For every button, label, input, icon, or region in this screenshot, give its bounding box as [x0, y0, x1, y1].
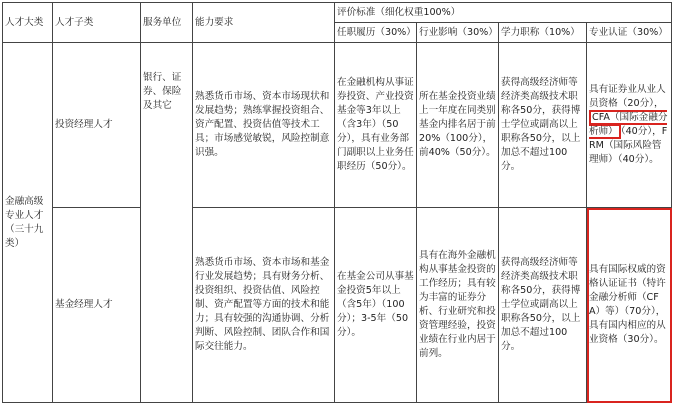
header-subcategory: 人才子类 [53, 3, 141, 43]
header-tenure: 任职履历（30%） [335, 23, 417, 43]
category-cell: 金融高级专业人才（三十九类） [3, 43, 53, 403]
header-certification: 专业认证（30%） [587, 23, 672, 43]
header-criteria: 评价标准（细化权重100%） [335, 3, 672, 23]
subcategory-fund-manager: 基金经理人才 [53, 208, 141, 403]
header-unit: 服务单位 [141, 3, 193, 43]
ability-cell-2: 熟悉货币市场、资本市场和基金行业发展趋势；具有财务分析、投资组织、投资估值、风险控制、资产配置等方面的技术和能力；具有较强的沟通协调、分析判断、风险控制、团队合作和国际交往能力。 [193, 208, 335, 403]
influence-cell-2: 具有在海外金融机构从事基金投资的工作经历；具有较为丰富的证券分析、行业研究和投资管理经验，投资业绩在行业内居于前列。 [417, 208, 499, 403]
subcategory-investment-manager: 投资经理人才 [53, 43, 141, 208]
cfa-highlight: CFA（国际金融分析师） [589, 112, 668, 137]
service-unit-cell: 银行、证券、保险及其它 [141, 43, 193, 403]
education-cell-1: 获得高级经济师等经济类高级技术职称各50分，获得博士学位或副高以上职称各50分，以上加总不超过100分。 [499, 43, 587, 208]
tenure-cell-1: 在金融机构从事证券投资、产业投资基金等3年以上（含3年）（50分），具有业务部门副职以上业务任职经历（50分）。 [335, 43, 417, 208]
cert-text-a: 具有证券业从业人员资格（20分）， [589, 84, 666, 109]
education-cell-2: 获得高级经济师等经济类高级技术职称各50分，获得博士学位或副高以上职称各50分，以上加总不超过100分。 [499, 208, 587, 403]
cert-text-b: （40分），FRM（国际风险管理师）（40分）。 [589, 126, 668, 165]
header-influence: 行业影响（30%） [417, 23, 499, 43]
header-category: 人才大类 [3, 3, 53, 43]
ability-cell-1: 熟悉货币市场、资本市场现状和发展趋势；熟练掌握投资组合、资产配置、投资估值等技术工具；市场感觉敏锐，风险控制意识强。 [193, 43, 335, 208]
influence-cell-1: 所在基金投资业绩上一年度在同类别基金内排名居于前20%（100分），前40%（50分）。 [417, 43, 499, 208]
talent-criteria-table [2, 2, 672, 403]
certification-cell-2: 具有国际权威的资格认证证书（特许金融分析师（CFA）等）（70分），具有国内相应的从业资格（30分）。 [587, 208, 672, 403]
certification-cell-1 [587, 43, 672, 208]
header-education: 学力职称（10%） [499, 23, 587, 43]
header-ability: 能力要求 [193, 3, 335, 43]
tenure-cell-2: 在基金公司从事基金投资5年以上（含5年）（100分）；3-5年（50分）。 [335, 208, 417, 403]
